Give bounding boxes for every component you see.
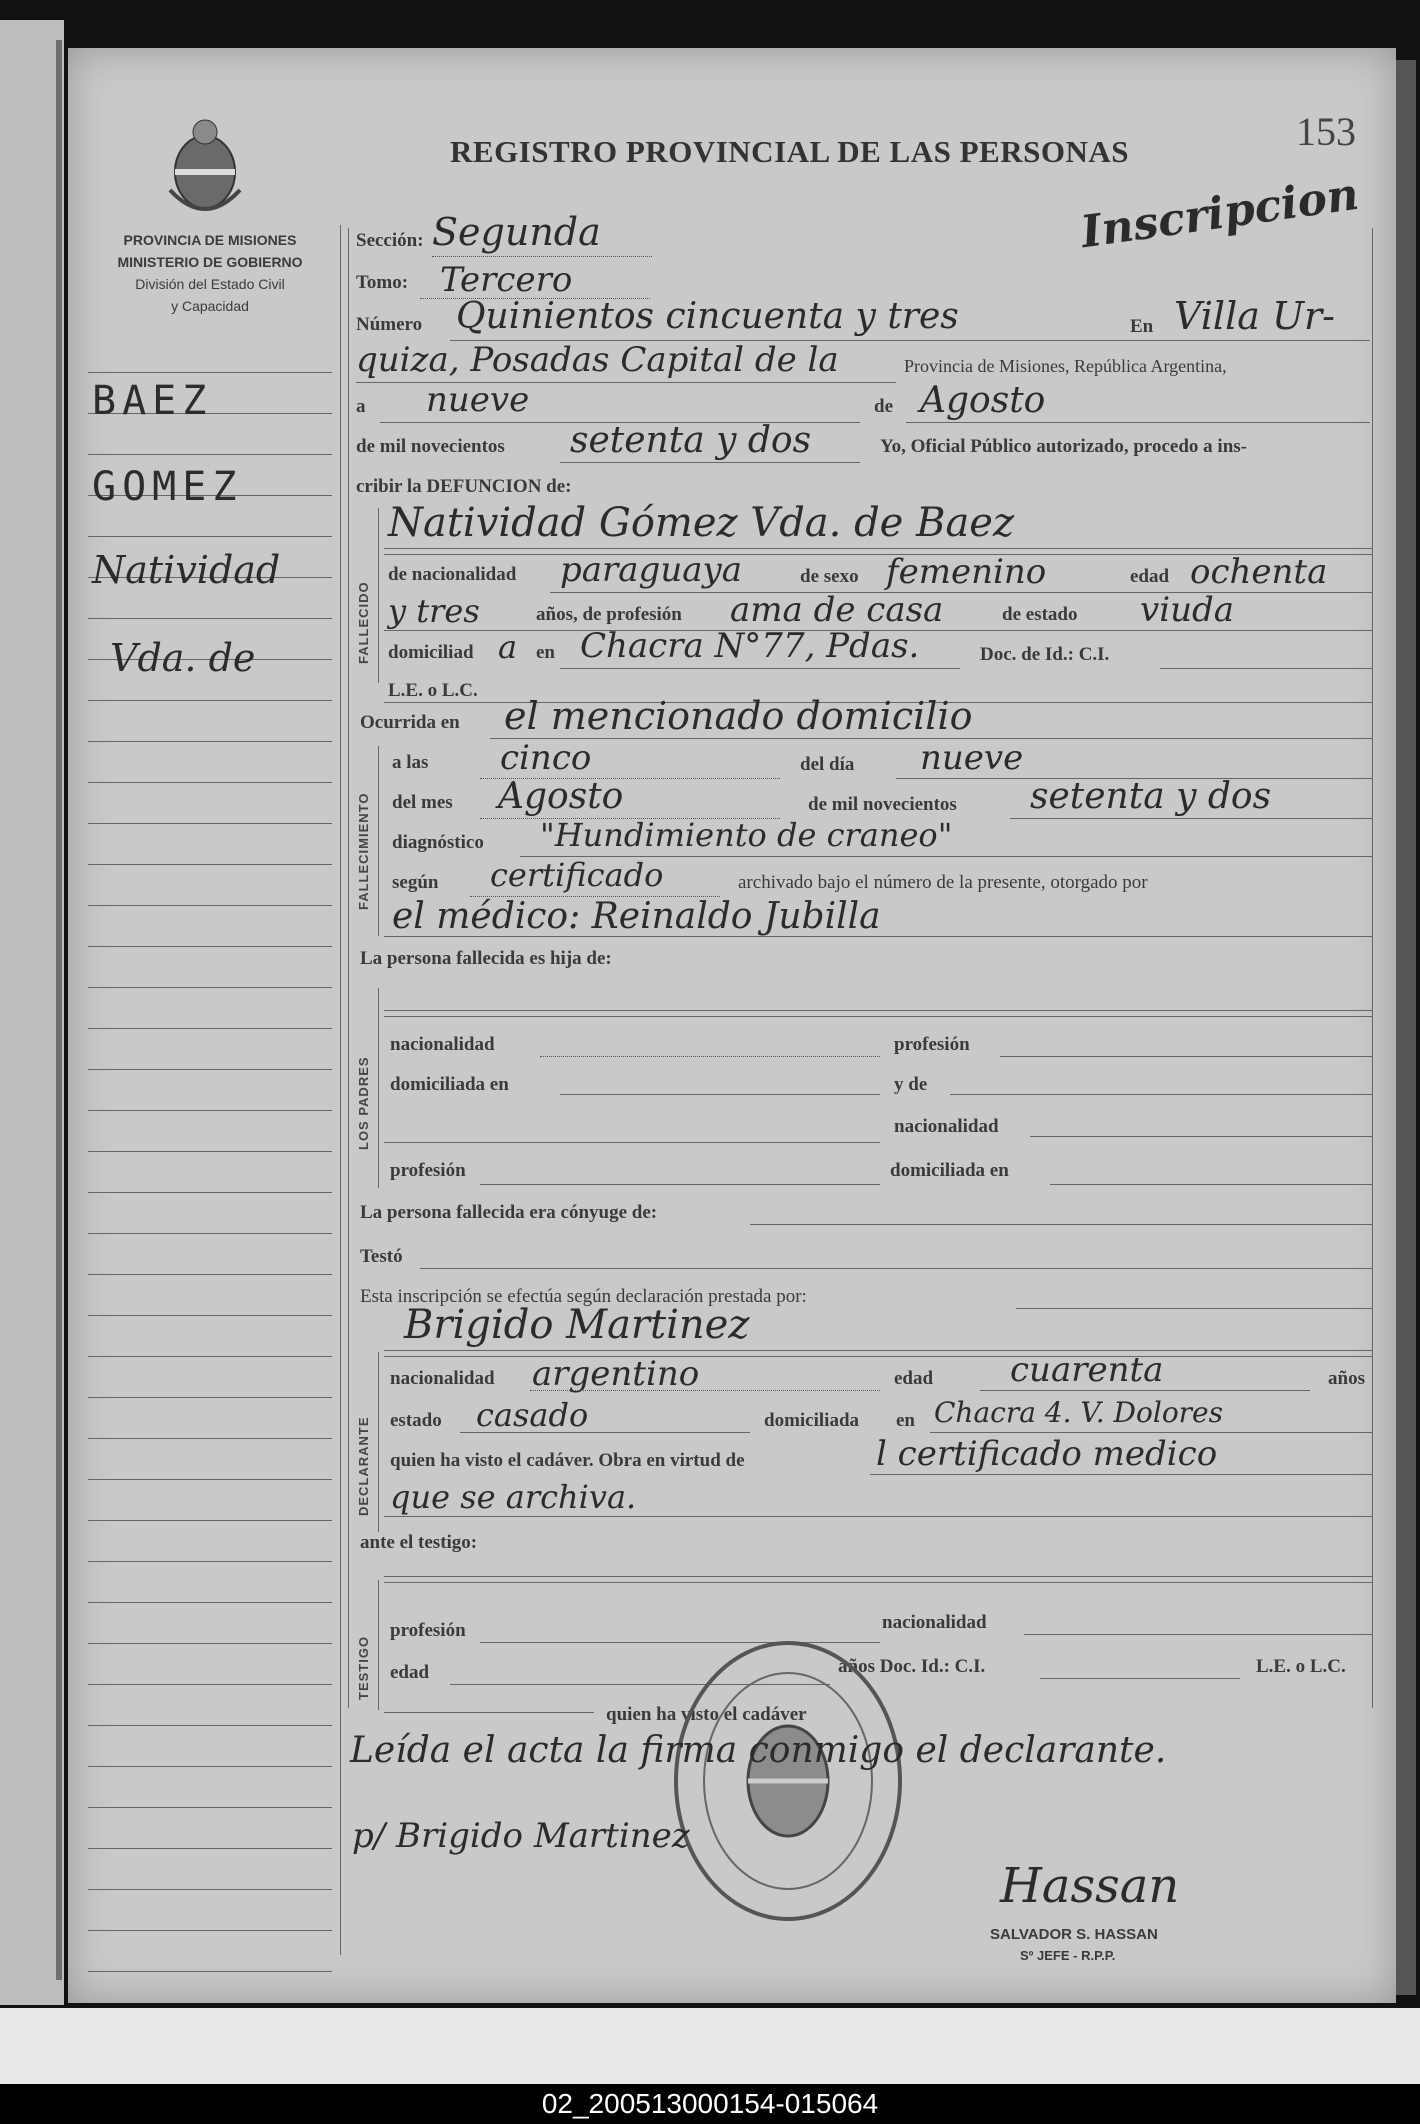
doc-label: Doc. de Id.: C.I. [980,644,1110,665]
margin-rule [88,741,332,742]
agency-line-2: MINISTERIO DE GOBIERNO [117,254,303,270]
agency-line-3: División del Estado Civil [135,276,285,292]
testigo-nacionalidad-label: nacionalidad [882,1612,987,1633]
declarante-name: Brigido Martinez [404,1302,750,1348]
margin-rule [88,536,332,537]
obra-virtud-value-2: que se archiva. [390,1478,637,1516]
inscription-stamp: Inscripcion [1077,168,1362,259]
margin-rule [88,1520,332,1521]
estado-value: viuda [1140,590,1235,630]
padre-name-line [384,1010,1372,1011]
tomo-label: Tomo: [356,272,409,293]
margin-rule [88,1643,332,1644]
side-fallecimiento: FALLECIMIENTO [356,792,371,910]
margin-rule [88,372,332,373]
margin-given-name: Natividad [92,548,281,592]
seccion-line [432,256,652,257]
segun-label: según [392,872,439,893]
side-padres: LOS PADRES [356,1056,371,1150]
anio-value: setenta y dos [570,420,812,461]
testigo-doc-label: años Doc. Id.: C.I. [838,1656,986,1677]
sexo-value: femenino [886,552,1047,592]
tomo-value: Tercero [440,260,573,300]
padre-profesion-label: profesión [894,1034,970,1055]
official-signature: Hassan [1000,1858,1180,1914]
edad-label: edad [1130,566,1170,587]
numero-value: Quinientos cincuenta y tres [456,296,959,337]
del-mes-label: del mes [392,792,453,813]
medico-line [384,936,1372,937]
testigo-bracket [378,1580,379,1710]
ante-testigo-label: ante el testigo: [360,1532,478,1553]
le-lc-label: L.E. o L.C. [388,680,478,701]
anio-fallec-line [1010,818,1372,819]
madre-nac-line [1030,1136,1372,1137]
hora-value: cinco [500,738,592,778]
oficial-text: Yo, Oficial Público autorizado, procedo a ins- [880,436,1247,457]
madre-dom-line [1050,1184,1372,1185]
y-de-label: y de [894,1074,928,1095]
image-caption: 02_200513000154-015064 [0,2084,1420,2124]
testigo-doc-line [1040,1678,1240,1679]
side-declarante: DECLARANTE [356,1416,371,1516]
decl-estado-value: casado [476,1396,589,1434]
decl-name-line [384,1350,1372,1351]
testigo-profesion-label: profesión [390,1620,466,1641]
side-testigo: TESTIGO [356,1635,371,1700]
madre-nacionalidad-label: nacionalidad [894,1116,999,1137]
margin-surname-1: BAEZ [92,378,213,424]
page-title: REGISTRO PROVINCIAL DE LAS PERSONAS [450,134,1129,169]
inscribir-text: cribir la DEFUNCION de: [356,476,572,497]
testo-line [420,1268,1372,1269]
leida-text: Leída el acta la firma conmigo el declarante. [350,1730,1167,1771]
quien-visto-label: quien ha visto el cadáver. Obra en virtud de [390,1450,745,1471]
padre-name-line-2 [384,1016,1372,1017]
fallecido-bracket [378,508,379,683]
testigo-name-line [384,1576,1372,1577]
margin-rule [88,1069,332,1070]
mes-fallec-value: Agosto [498,776,624,817]
margin-rule [88,1971,332,1972]
margin-rule [88,905,332,906]
margin-rule [88,1766,332,1767]
page-right-edge [1396,60,1416,1995]
book-spine-edge [56,40,62,1980]
margin-rule [88,1397,332,1398]
padres-bracket [378,988,379,1188]
decl-nac-line [530,1390,880,1391]
anos-prof-label: años, de profesión [536,604,682,625]
margin-divider [340,225,341,1955]
decl-domicilio-value: Chacra 4. V. Dolores [934,1396,1223,1429]
segun-value: certificado [490,856,664,894]
name-line [384,548,1372,549]
domicilio-line [560,668,960,669]
padre-dom-line [560,1094,880,1095]
estado-label: de estado [1002,604,1078,625]
padre-nac-line [540,1056,880,1057]
ocurrida-label: Ocurrida en [360,712,460,733]
margin-rule [88,1192,332,1193]
domicilio-a-value: a [498,628,518,666]
sexo-label: de sexo [800,566,859,587]
de-label: de [874,396,893,417]
conyuge-line [750,1224,1372,1225]
del-dia-label: del día [800,754,855,775]
decl-nacionalidad-value: argentino [532,1354,700,1394]
a-las-label: a las [392,752,429,773]
nac-line [550,592,1372,593]
provincia-text: Provincia de Misiones, República Argentina, [904,356,1227,376]
medico-value: el médico: Reinaldo Jubilla [392,896,881,937]
quien-visto-line [384,1712,594,1713]
decl-domiciliada-label: domiciliada [764,1410,860,1431]
coat-of-arms-icon [160,110,250,220]
signature-title: Sº JEFE - R.P.P. [1020,1948,1116,1963]
book-left-page [0,20,64,2005]
margin-rule [88,1889,332,1890]
agency-line-4: y Capacidad [171,298,249,314]
margin-rule [88,1725,332,1726]
margin-rule [88,1561,332,1562]
hija-de-label: La persona fallecida es hija de: [360,948,612,969]
domiciliad-label: domiciliad [388,642,474,663]
nacionalidad-label: de nacionalidad [388,564,517,585]
anio-fallec-value: setenta y dos [1030,776,1272,817]
doc-line [1160,668,1372,669]
decl-dom-line [930,1432,1372,1433]
decl-edad-label: edad [894,1368,934,1389]
margin-surname-2: GOMEZ [92,464,243,510]
bottom-strip [0,2008,1420,2084]
margin-rule [88,700,332,701]
mes-value: Agosto [920,380,1046,421]
anio-line [560,462,860,463]
mil-nov-label-2: de mil novecientos [808,794,957,815]
agency-line-1: PROVINCIA DE MISIONES [123,232,297,248]
padre-prof-line [1000,1056,1372,1057]
form-right-border [1372,228,1373,1708]
margin-rule [88,1274,332,1275]
profesion-value: ama de casa [730,590,944,630]
decl-header-line [1016,1308,1372,1309]
side-fallecido: FALLECIDO [356,581,371,664]
testigo-nac-line [1024,1634,1372,1635]
margin-rule [88,454,332,455]
signature-name: SALVADOR S. HASSAN [990,1926,1158,1943]
edad-value-1: ochenta [1190,552,1328,592]
diagnostico-label: diagnóstico [392,832,484,853]
dia-fallec-value: nueve [920,738,1024,778]
lugar-value-1: Villa Ur- [1174,294,1335,338]
mes-line [906,422,1370,423]
padre-domiciliada-label: domiciliada en [390,1074,509,1095]
margin-rule [88,946,332,947]
margin-rule [88,1479,332,1480]
testo-label: Testó [360,1246,403,1267]
conyuge-label: La persona fallecida era cónyuge de: [360,1202,658,1223]
edad-value-2: y tres [388,592,480,630]
domicilio-value: Chacra N°77, Pdas. [580,626,920,666]
decl-en-label: en [896,1410,915,1431]
declarante-signature: p/ Brigido Martinez [352,1816,690,1856]
seccion-label: Sección: [356,230,424,251]
madre-domiciliada-label: domiciliada en [890,1160,1009,1181]
decl-edad-line [980,1390,1310,1391]
padre-nacionalidad-label: nacionalidad [390,1034,495,1055]
fallecimiento-bracket [378,746,379,936]
obra-virtud-value: l certificado medico [876,1434,1218,1474]
margin-rule [88,618,332,619]
nacionalidad-value: paraguaya [560,550,742,590]
form-left-border [348,228,349,1708]
margin-rule [88,1848,332,1849]
inscripcion-decl-text: Esta inscripción se efectúa según declaración prestada por: [360,1286,807,1307]
margin-rule [88,1028,332,1029]
diagnostico-value: "Hundimiento de craneo" [540,816,953,854]
margin-rule [88,1151,332,1152]
margin-rule [88,1438,332,1439]
margin-rule [88,1110,332,1111]
margin-rule [88,1684,332,1685]
numero-label: Número [356,314,423,335]
margin-rule [88,864,332,865]
madre-prof-line [480,1184,880,1185]
fallecido-name: Natividad Gómez Vda. de Baez [388,500,1015,546]
quien-visto-2-label: quien ha visto el cadáver [606,1704,807,1725]
padre-dom-line-2 [384,1142,880,1143]
official-seal-icon [668,1636,908,1926]
margin-rule [88,1356,332,1357]
en-label: En [1130,316,1154,337]
decl-end-line [384,1516,1372,1517]
decl-estado-label: estado [390,1410,442,1431]
margin-rule [88,1315,332,1316]
lugar-value-2: quiza, Posadas Capital de la [356,340,839,380]
margin-rule [88,1602,332,1603]
madre-name-line [950,1094,1372,1095]
margin-rule [88,1233,332,1234]
ocurrida-value: el mencionado domicilio [504,694,973,738]
testigo-name-line-2 [384,1582,1372,1583]
mil-nov-label: de mil novecientos [356,436,505,457]
obra-line [870,1474,1372,1475]
decl-anos-label: años [1328,1368,1365,1389]
margin-rule [88,823,332,824]
dia-value: nueve [426,380,530,420]
decl-edad-value: cuarenta [1010,1350,1164,1390]
margin-rule [88,1807,332,1808]
margin-rule [88,1930,332,1931]
margin-vda: Vda. de [110,636,256,680]
decl-nacionalidad-label: nacionalidad [390,1368,495,1389]
page-number: 153 [1296,109,1356,154]
testigo-edad-label: edad [390,1662,430,1683]
a-label: a [356,396,366,417]
en-label-2: en [536,642,555,663]
testigo-le-lc-label: L.E. o L.C. [1256,1656,1346,1677]
margin-rule [88,987,332,988]
declarante-bracket [378,1352,379,1532]
margin-rule [88,782,332,783]
seccion-value: Segunda [432,210,601,254]
archivado-text: archivado bajo el número de la presente, otorgado por [738,872,1148,893]
decl-estado-line [460,1432,750,1433]
madre-profesion-label: profesión [390,1160,466,1181]
